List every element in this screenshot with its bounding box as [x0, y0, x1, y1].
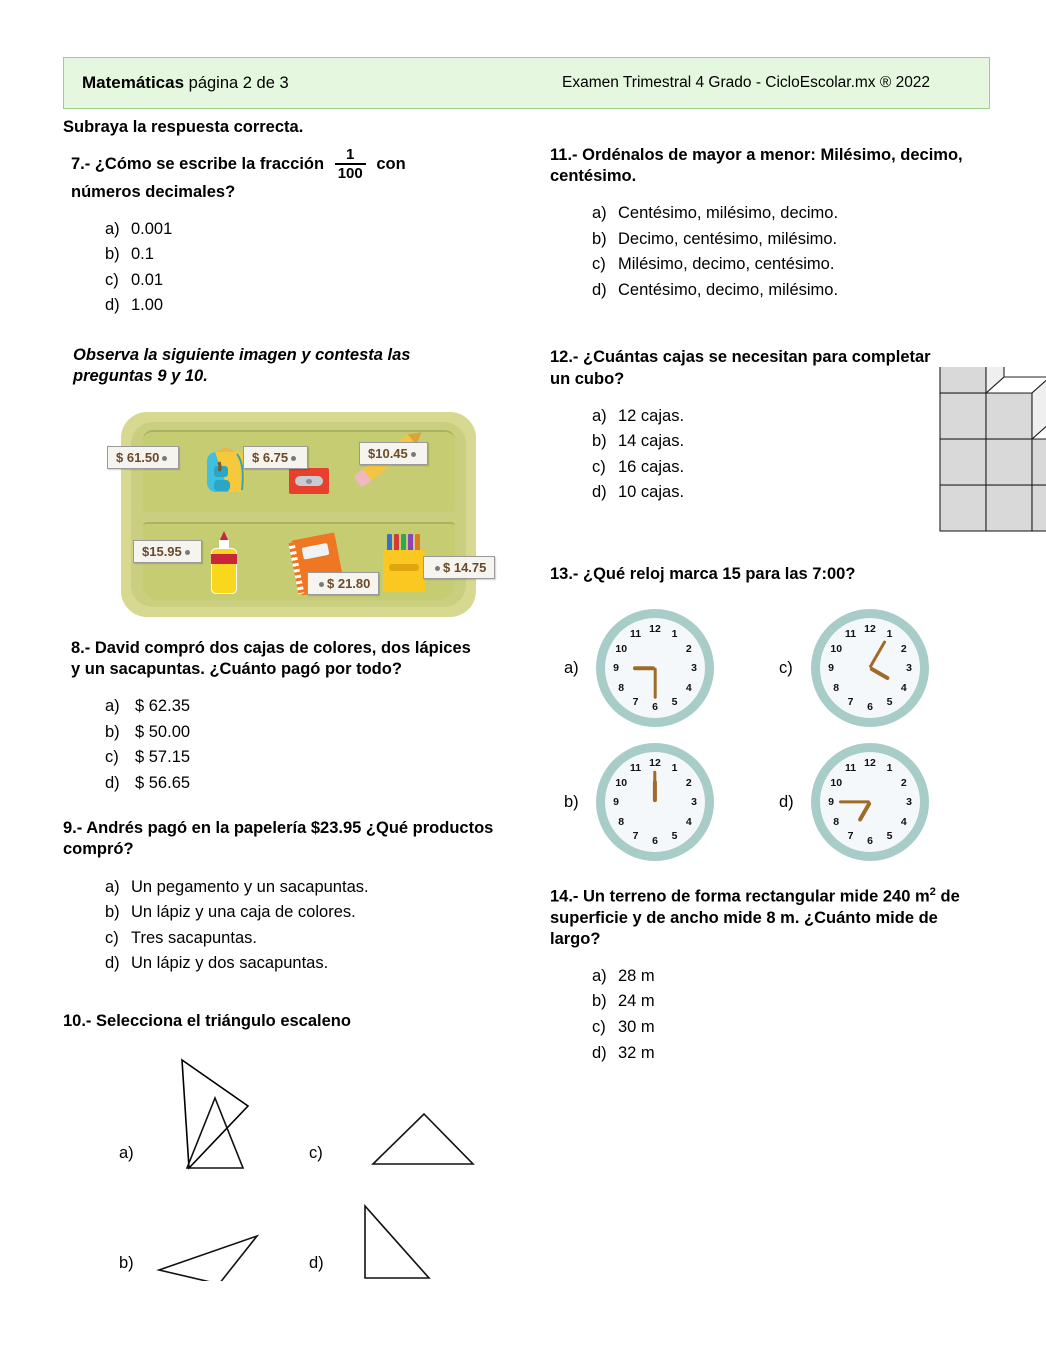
question-13: [550, 564, 1000, 871]
question-9: [63, 818, 533, 976]
clock-number: 5: [886, 829, 893, 842]
clock-number: 11: [844, 762, 857, 775]
clock-number: 5: [671, 829, 678, 842]
clock-number: 8: [833, 815, 840, 828]
clock-number: 12: [649, 757, 661, 770]
clock-number: 12: [864, 623, 876, 636]
clock-number: 2: [900, 776, 907, 789]
option-item[interactable]: [105, 900, 533, 926]
clock-number: 7: [632, 695, 639, 708]
instruction-text: Subraya la respuesta correcta.: [63, 118, 304, 136]
option-letter: b): [105, 903, 120, 922]
option-item[interactable]: [105, 771, 533, 797]
question-12-stem: 12.- ¿Cuántas cajas se necesitan para completar un cubo?: [550, 348, 931, 388]
option-letter: b): [592, 229, 607, 248]
option-letter: c): [592, 1018, 606, 1036]
clock-minute-hand: [653, 771, 656, 802]
clock-number: 4: [685, 815, 692, 828]
header-page-info: página 2 de 3: [188, 74, 289, 92]
triangle-option-letter-b: b): [119, 1253, 134, 1272]
option-text: Milésimo, decimo, centésimo.: [618, 255, 835, 274]
triangle-shape-d[interactable]: [365, 1206, 429, 1278]
option-item[interactable]: [105, 694, 533, 720]
option-text: 0.1: [131, 245, 154, 264]
option-item[interactable]: [105, 217, 533, 243]
option-text: 32 m: [618, 1043, 655, 1062]
clock-number: 3: [906, 796, 912, 809]
option-text: 10 cajas.: [618, 483, 685, 502]
clock-hour-hand: [869, 666, 890, 681]
option-letter: d): [592, 483, 607, 502]
clock-number: 1: [671, 762, 678, 775]
question-8: [63, 638, 533, 796]
question-8-options: [63, 694, 533, 796]
option-item[interactable]: [105, 951, 533, 977]
option-item[interactable]: [592, 964, 1000, 990]
price-tag-sharpener: $ 6.75: [243, 446, 308, 469]
question-14-part1: 14.- Un terreno de forma rectangular mide: [550, 887, 879, 906]
question-7-text-after: con: [376, 155, 406, 173]
clock-number: 2: [685, 642, 692, 655]
option-letter: c): [592, 457, 606, 476]
question-11-options: [550, 201, 1000, 303]
clock-letter-d: d): [779, 793, 794, 812]
option-text: 14 cajas.: [618, 432, 685, 451]
right-column: [550, 145, 1000, 1066]
option-item[interactable]: [592, 201, 1000, 227]
left-column: [63, 118, 533, 1281]
clock-number: 6: [652, 701, 658, 714]
clock-number: 5: [671, 695, 678, 708]
clock-hour-hand: [633, 666, 655, 670]
question-11-stem: 11.- Ordénalos de mayor a menor: Milésimo, decimo, centésimo.: [550, 146, 963, 186]
triangle-shape-b[interactable]: [159, 1236, 257, 1281]
question-12: [550, 347, 1000, 505]
option-letter: b): [105, 245, 120, 264]
question-9-options: [63, 875, 533, 977]
question-14-options: [550, 964, 1000, 1066]
option-text: 0.001: [131, 219, 173, 238]
clock-options-grid: [550, 601, 1000, 871]
clock-letter-a: a): [564, 659, 579, 678]
clock-letter-b: b): [564, 793, 579, 812]
option-letter: a): [105, 219, 120, 238]
option-item[interactable]: [592, 252, 1000, 278]
clock-number: 3: [906, 662, 912, 675]
price-tag-crayons: $ 14.75: [423, 556, 495, 579]
option-text: Un pegamento y un sacapuntas.: [131, 877, 369, 896]
triangle-option-letter-a: a): [119, 1143, 134, 1162]
crayon-box-icon: [383, 534, 425, 592]
clock-number: 9: [613, 796, 619, 809]
question-14-area: 240 m: [882, 887, 930, 906]
clock-number: 9: [828, 662, 834, 675]
option-text: 1.00: [131, 296, 164, 315]
option-letter: a): [105, 877, 120, 896]
question-7-text-line2: números decimales?: [71, 182, 236, 201]
option-letter: a): [592, 966, 607, 985]
clock-option-d[interactable]: [775, 741, 975, 871]
option-item[interactable]: [105, 242, 533, 268]
clock-number: 9: [828, 796, 834, 809]
clock-option-a[interactable]: [560, 607, 760, 737]
clock-face-d: [811, 743, 929, 861]
question-10-stem: 10.- Selecciona el triángulo escaleno: [63, 1011, 351, 1030]
question-7-options: [63, 217, 533, 319]
option-text: 16 cajas.: [618, 457, 685, 476]
header-left: [82, 73, 289, 93]
option-text: 28 m: [618, 966, 655, 985]
clock-number: 3: [691, 796, 697, 809]
option-text: 24 m: [618, 992, 655, 1011]
fraction-denominator: 100: [337, 165, 363, 183]
clock-number: 10: [830, 642, 843, 655]
pencil-sharpener-icon: [289, 468, 329, 494]
price-tag-notebook: $ 21.80: [307, 572, 379, 595]
clock-number: 4: [685, 681, 692, 694]
fraction-one-hundredth: [335, 147, 366, 182]
clock-number: 8: [618, 681, 625, 694]
clock-number: 8: [833, 681, 840, 694]
option-item[interactable]: [105, 926, 533, 952]
triangle-option-letter-c: c): [309, 1143, 323, 1162]
clock-number: 12: [864, 757, 876, 770]
clock-number: 3: [691, 662, 697, 675]
option-text: Un lápiz y dos sacapuntas.: [131, 954, 329, 973]
school-supplies-store-image: [111, 400, 511, 630]
option-item[interactable]: [105, 293, 533, 319]
clock-number: 10: [615, 642, 628, 655]
option-item[interactable]: [105, 268, 533, 294]
triangle-options-area: [63, 1046, 533, 1281]
clock-number: 4: [900, 681, 907, 694]
question-8-stem: 8.- David compró dos cajas de colores, dos lápices y un sacapuntas. ¿Cuánto pagó por todo?: [71, 638, 471, 678]
option-text: $ 56.65: [135, 773, 191, 792]
option-text: 30 m: [618, 1018, 655, 1036]
price-tag-pencil: $10.45: [359, 442, 428, 465]
option-item[interactable]: [105, 720, 533, 746]
question-9-stem: 9.- Andrés pagó en la papelería $23.95 ¿Qué productos compró?: [63, 819, 494, 859]
option-letter: b): [592, 432, 607, 451]
glue-bottle-icon: [211, 532, 237, 594]
question-10: [63, 1011, 533, 1281]
header-subject: Matemáticas: [82, 73, 185, 92]
option-item[interactable]: [105, 875, 533, 901]
clock-number: 1: [671, 628, 678, 641]
option-item[interactable]: [105, 745, 533, 771]
clock-number: 1: [886, 628, 893, 641]
clock-number: 2: [900, 642, 907, 655]
option-item[interactable]: [592, 989, 1000, 1015]
clock-minute-hand: [869, 640, 887, 669]
cube-staircase-diagram: [930, 367, 1046, 572]
option-text: 0.01: [131, 270, 164, 289]
clock-number: 8: [618, 815, 625, 828]
triangle-isosceles-tall[interactable]: [182, 1060, 248, 1168]
question-13-stem: 13.- ¿Qué reloj marca 15 para las 7:00?: [550, 564, 856, 583]
clock-number: 7: [632, 829, 639, 842]
price-tag-backpack: $ 61.50: [107, 446, 179, 469]
page-header-band: [63, 57, 990, 109]
option-text: 12 cajas.: [618, 406, 685, 425]
clock-number: 12: [649, 623, 661, 636]
option-letter: c): [105, 270, 119, 289]
triangle-option-letter-d: d): [309, 1253, 324, 1272]
clock-number: 6: [867, 835, 873, 848]
option-letter: d): [592, 1043, 607, 1062]
option-text: Centésimo, decimo, milésimo.: [618, 280, 839, 299]
clock-face-c: [811, 609, 929, 727]
clock-number: 7: [847, 829, 854, 842]
clock-number: 11: [629, 628, 642, 641]
option-letter: a): [105, 697, 120, 716]
question-14-exponent: 2: [929, 886, 936, 899]
clock-minute-hand: [839, 800, 870, 803]
clock-hour-hand: [857, 801, 872, 822]
question-7-text-before: 7.- ¿Cómo se escribe la fracción: [71, 155, 325, 173]
clock-number: 4: [900, 815, 907, 828]
option-letter: b): [105, 722, 120, 741]
question-11: [550, 145, 1000, 303]
question-14-stem: [550, 885, 990, 950]
clock-option-b[interactable]: [560, 741, 760, 871]
clock-option-c[interactable]: [775, 607, 975, 737]
triangle-shape-c[interactable]: [373, 1114, 473, 1164]
question-7-stem: [63, 147, 533, 203]
question-14-part2: de superficie y de ancho mide 8 m.: [550, 887, 960, 927]
option-letter: d): [105, 954, 120, 973]
clock-number: 10: [830, 776, 843, 789]
clock-number: 6: [652, 835, 658, 848]
question-7: [63, 147, 533, 319]
option-letter: c): [105, 928, 119, 947]
option-letter: d): [105, 773, 120, 792]
option-letter: b): [592, 992, 607, 1011]
question-14: [550, 885, 1000, 1066]
option-letter: d): [592, 280, 607, 299]
option-letter: a): [592, 204, 607, 223]
clock-face-a: [596, 609, 714, 727]
option-letter: a): [592, 406, 607, 425]
option-text: $ 57.15: [135, 748, 191, 767]
clock-number: 11: [844, 628, 857, 641]
clock-minute-hand: [653, 668, 656, 699]
clock-number: 6: [867, 701, 873, 714]
option-letter: d): [105, 296, 120, 315]
option-text: $ 50.00: [135, 722, 191, 741]
option-item[interactable]: [592, 1041, 1000, 1067]
option-item[interactable]: [592, 227, 1000, 253]
fraction-numerator: 1: [346, 146, 355, 163]
clock-number: 7: [847, 695, 854, 708]
clock-number: 9: [613, 662, 619, 675]
clock-number: 2: [685, 776, 692, 789]
option-text: Un lápiz y una caja de colores.: [131, 903, 356, 922]
option-item[interactable]: [592, 278, 1000, 304]
triangle-shape-a[interactable]: [187, 1098, 243, 1168]
header-exam-info: Examen Trimestral 4 Grado - CicloEscolar.mx ® 2022: [562, 74, 931, 91]
option-text: $ 62.35: [135, 697, 191, 716]
observe-image-note: Observa la siguiente imagen y contesta las preguntas 9 y 10.: [73, 345, 411, 386]
clock-number: 10: [615, 776, 628, 789]
option-item[interactable]: [592, 1015, 1000, 1041]
option-text: Tres sacapuntas.: [131, 928, 257, 947]
price-tag-glue: $15.95: [133, 540, 202, 563]
question-14-part3: ¿Cuánto mide de largo?: [550, 908, 938, 948]
clock-number: 1: [886, 762, 893, 775]
option-letter: c): [592, 255, 606, 274]
option-text: Centésimo, milésimo, decimo.: [618, 204, 839, 223]
clock-letter-c: c): [779, 659, 793, 678]
option-text: Decimo, centésimo, milésimo.: [618, 229, 838, 248]
clock-face-b: [596, 743, 714, 861]
clock-number: 5: [886, 695, 893, 708]
option-letter: c): [105, 748, 119, 767]
clock-number: 11: [629, 762, 642, 775]
